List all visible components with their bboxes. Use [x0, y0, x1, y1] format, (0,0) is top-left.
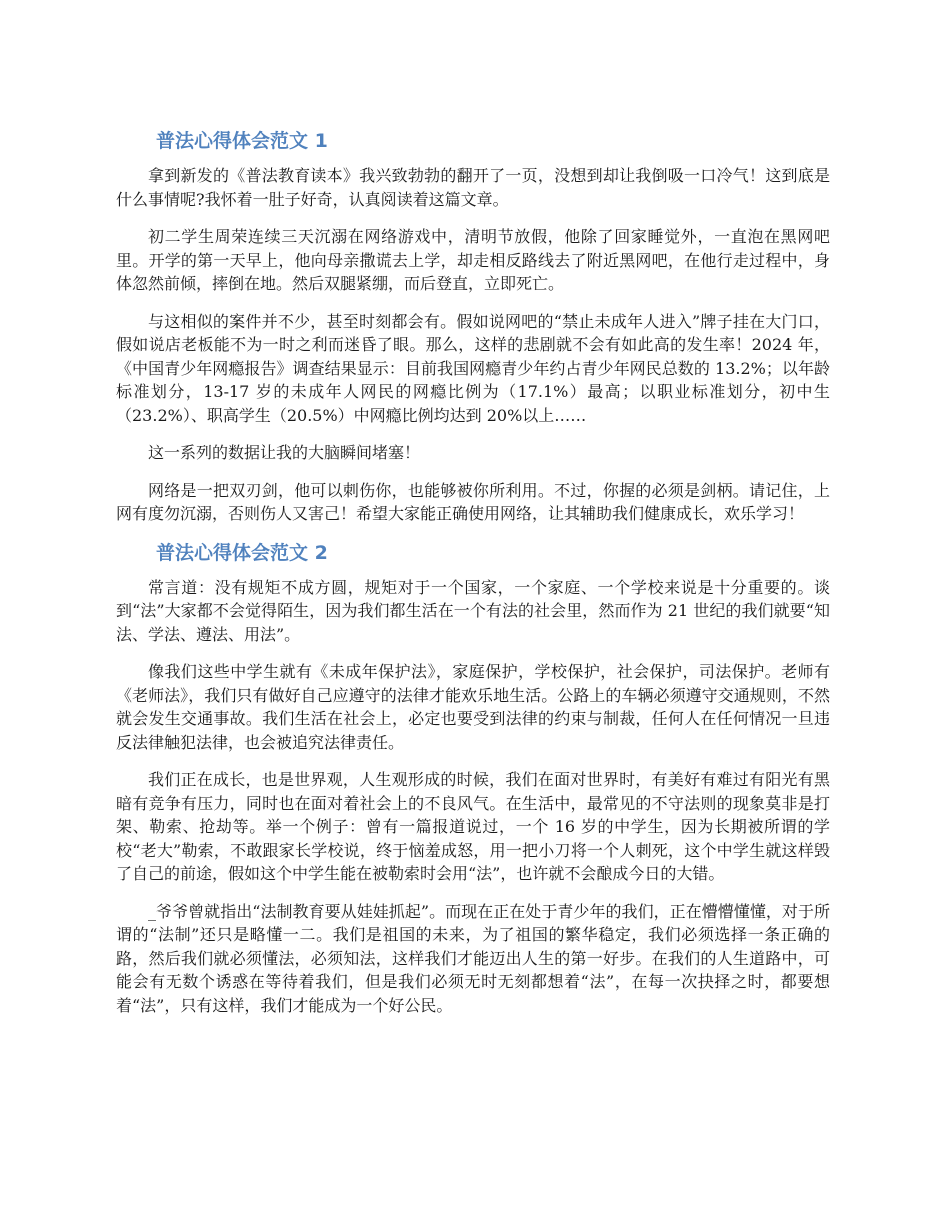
paragraph: 初二学生周荣连续三天沉溺在网络游戏中，清明节放假，他除了回家睡觉外，一直泡在黑网吧里。开学的第一天早上，他向母亲撒谎去上学，却走相反路线去了附近黑网吧，在他行走过程中，身体忽然前倾，摔倒在地。然后双腿紧绷，而后登直，立即死亡。	[116, 227, 830, 293]
paragraph: 与这相似的案件并不少，甚至时刻都会有。假如说网吧的“禁止未成年人进入”牌子挂在大门口，假如说店老板能不为一时之利而迷昏了眼。那么，这样的悲剧就不会有如此高的发生率！2024 年，《中国青少年网瘾报告》调查结果显示：目前我国网瘾青少年约占青少年网民总数的 13.2%；以年龄标准划分，13-17 岁的未成年人网民的网瘾比例为（17.1%）最高；以职业标准划分，初中生（23.2%）、职高学生（20.5%）中网瘾比例均达到 20%以上……	[116, 311, 830, 425]
paragraph: 网络是一把双刃剑，他可以刺伤你，也能够被你所利用。不过，你握的必须是剑柄。请记住，上网有度勿沉溺，否则伤人又害己！希望大家能正确使用网络，让其辅助我们健康成长，欢乐学习！	[116, 480, 830, 523]
paragraph: 常言道：没有规矩不成方圆，规矩对于一个国家，一个家庭、一个学校来说是十分重要的。谈到“法”大家都不会觉得陌生，因为我们都生活在一个有法的社会里，然而作为 21 世纪的我们就要“知法、学法、遵法、用法”。	[116, 577, 830, 644]
paragraph: 这一系列的数据让我的大脑瞬间堵塞！	[148, 443, 421, 462]
paragraph: 拿到新发的《普法教育读本》我兴致勃勃的翻开了一页，没想到却让我倒吸一口冷气！这到底是什么事情呢?我怀着一肚子好奇，认真阅读着这篇文章。	[116, 166, 830, 209]
document-page	[116, 118, 830, 1031]
section-title: 普法心得体会范文 1	[156, 130, 328, 152]
paragraph: 像我们这些中学生就有《未成年保护法》，家庭保护，学校保护，社会保护，司法保护。老师有《老师法》，我们只有做好自己应遵守的法律才能欢乐地生活。公路上的车辆必须遵守交通规则，不然就会发生交通事故。我们生活在社会上，必定也要受到法律的约束与制裁，任何人在任何情况一旦违反法律触犯法律，也会被追究法律责任。	[116, 662, 830, 752]
section-1	[116, 128, 830, 526]
paragraph: _爷爷曾就指出“法制教育要从娃娃抓起”。而现在正在处于青少年的我们，正在懵懵懂懂，对于所谓的“法制”还只是略懂一二。我们是祖国的未来，为了祖国的繁华稳定，我们必须选择一条正确的路，然后我们就必须懂法，必须知法，这样我们才能迈出人生的第一好步。在我们的人生道路中，可能会有无数个诱惑在等待着我们，但是我们必须无时无刻都想着“法”，在每一次抉择之时，都要想着“法”，只有这样，我们才能成为一个好公民。	[116, 901, 830, 1015]
section-title: 普法心得体会范文 2	[156, 541, 328, 564]
section-2	[116, 540, 830, 1018]
paragraph: 我们正在成长，也是世界观，人生观形成的时候，我们在面对世界时，有美好有难过有阳光有黑暗有竞争有压力，同时也在面对着社会上的不良风气。在生活中，最常见的不守法则的现象莫非是打架、勒索、抢劫等。举一个例子：曾有一篇报道说过，一个 16 岁的中学生，因为长期被所谓的学校“老大”勒索，不敢跟家长学校说，终于恼羞成怒，用一把小刀将一个人刺死，这个中学生就这样毁了自己的前途，假如这个中学生能在被勒索时会用“法”，也许就不会酿成今日的大错。	[116, 770, 830, 883]
